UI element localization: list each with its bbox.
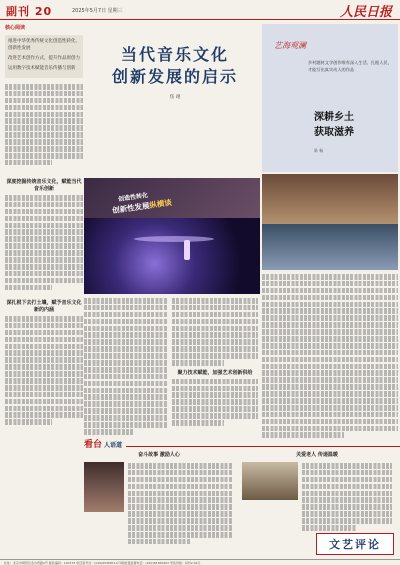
headline-line-2: 创新发展的启示 [111,67,238,86]
story-1-photo [84,462,124,512]
summary-box [5,35,83,78]
core-reading-label: 核心阅读 [5,25,26,31]
right-text-column [262,274,398,444]
headline-author: 焦 翊 [169,95,181,100]
issue-date: 2025年5月7日 星期三 [72,8,123,14]
sidebar-headline-line-1: 深耕乡土 [314,112,354,123]
sidebar-note: 乡村题材文学创作唯有深入生活、扎根人民，才能写出真实动人的作品 [308,60,392,72]
instrument-photos [262,174,398,270]
newspaper-logo: 人民日报 [339,5,392,20]
series-banner [100,188,212,218]
sidebar-headline-line-2: 获取滋养 [314,127,354,138]
subheading-2: 深扎根下去打土壤，赋予音乐文化新的内涵 [6,300,82,313]
feature-label [84,437,126,450]
stage-light [134,236,214,242]
summary-item: 改进艺术创作方式，提升作品原创力 [8,56,80,61]
summary-item: 推进中华优秀传统文化创造性转化、创新性发展 [8,39,80,51]
story-1-text [128,463,232,546]
headline-line-1: 当代音乐文化 [120,45,229,64]
ensemble-photo [262,224,398,270]
page-header [0,0,400,20]
column-badge: 文艺评论 [316,533,394,555]
page-footer: 社址：北京市朝阳区金台西路2号 邮政编码：100733 电话查号台：(010)65368114 印刷质量监督电话：(010)65369463 零售价格：每份2.00元 [0,559,400,565]
story-2-photo [242,462,298,500]
story-2-title: 关爱老人 传递温暖 [296,452,338,458]
summary-item: 运用数字技术赋能音乐传播与创新 [8,66,76,71]
left-text-block-2 [5,195,83,295]
story-1 [84,451,234,512]
left-text-block [5,84,83,174]
column-title: 艺海观澜 [274,41,306,50]
left-text-block-3 [5,316,83,434]
banner-line-1: 创造性转化 [117,191,149,204]
banner-line-2a: 创新性发展 [111,201,151,216]
story-1-title: 奋斗故事 激励人心 [138,452,180,458]
sidebar-feature [262,24,398,172]
guzheng-photo [262,174,398,224]
mid-subheading: 聚力技术赋能，加强艺术创新供给 [177,369,253,376]
sidebar-author: 陈 畅 [314,148,324,153]
mid-text-column-2 [172,298,258,444]
stage-photo [84,218,260,294]
left-column [5,24,83,434]
performer-figure [184,240,190,260]
mid-text-column-1 [84,298,168,444]
sidebar-headline [314,110,354,140]
feature-label-small: 人语道 [104,442,123,449]
main-headline [90,44,260,100]
story-2-text [302,463,392,532]
feature-label-main: 看台 [84,440,103,450]
story-2 [242,451,392,500]
banner-line-2b: 纵横谈 [148,197,173,210]
section-number: 副刊 20 [6,5,53,18]
subheading-1: 深度挖掘传统音乐文化，赋能当代音乐创新 [6,179,82,192]
